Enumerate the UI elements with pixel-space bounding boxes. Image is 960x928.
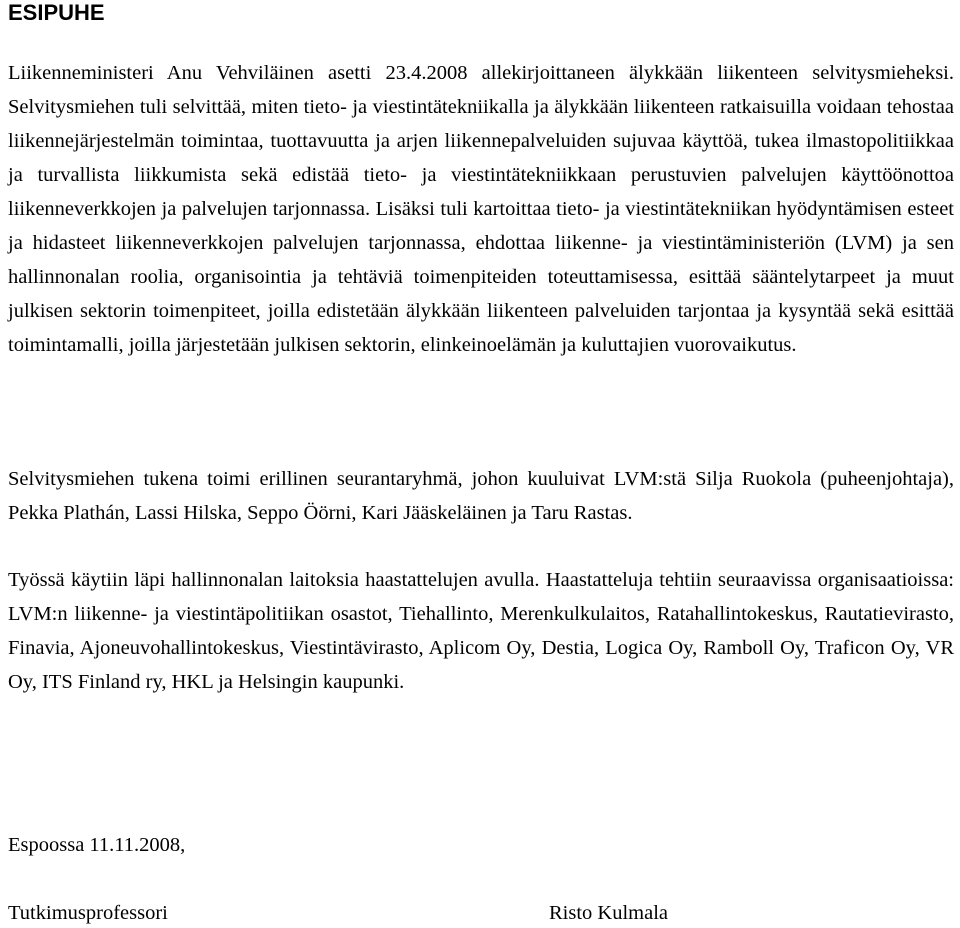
paragraph-assignment: Liikenneministeri Anu Vehviläinen asetti 23.4.2008 allekirjoittaneen älykkään liikenteen selvitysmieheksi. Selvitysmiehen tuli selvittää, miten tieto- ja viestintätekniikalla ja älykkään liikenteen ratkaisuilla voidaan tehostaa liikennejärjestelmän toimintaa, tuottavuutta ja arjen liikennepalveluiden sujuvaa käyttöä, tukea ilmastopolitiikkaa ja turvallista liikkumista sekä edistää tieto- ja viestintätekniikkaan perustuvien palvelujen käyttöönottoa liikenneverkkojen ja palvelujen tarjonnassa. Lisäksi tuli kartoittaa tieto- ja viestintätekniikan hyödyntämisen esteet ja hidasteet liikenneverkkojen palvelujen tarjonnassa, ehdottaa liikenne- ja viestintäministeriön (LVM) ja sen hallinnonalan roolia, organisointia ja tehtäviä toimenpiteiden toteuttamisessa, esittää sääntelytarpeet ja muut julkisen sektorin toimenpiteet, joilla edistetään älykkään liikenteen palveluiden tarjontaa ja kysyntää sekä esittää toimintamalli, joilla järjestetään julkisen sektorin, elinkeinoelämän ja kuluttajien vuorovaikutus. (8, 62, 954, 356)
place-and-date: Espoossa 11.11.2008, (8, 834, 186, 856)
page-heading: ESIPUHE (8, 0, 105, 25)
signature-title: Tutkimusprofessori (8, 902, 168, 924)
signature-name: Risto Kulmala (549, 902, 669, 924)
paragraph-steering-group: Selvitysmiehen tukena toimi erillinen seurantaryhmä, johon kuuluivat LVM:stä Silja Ruokola (puheenjohtaja), Pekka Plathán, Lassi Hilska, Seppo Öörni, Kari Jääskeläinen ja Taru Rastas. (8, 468, 954, 524)
paragraph-interviews: Työssä käytiin läpi hallinnonalan laitoksia haastattelujen avulla. Haastatteluja tehtiin seuraavissa organisaatioissa: LVM:n liikenne- ja viestintäpolitiikan osastot, Tiehallinto, Merenkulkulaitos, Ratahallintokeskus, Rautatievirasto, Finavia, Ajoneuvohallintokeskus, Viestintävirasto, Aplicom Oy, Destia, Logica Oy, Ramboll Oy, Traficon Oy, VR Oy, ITS Finland ry, HKL ja Helsingin kaupunki. (8, 569, 954, 693)
